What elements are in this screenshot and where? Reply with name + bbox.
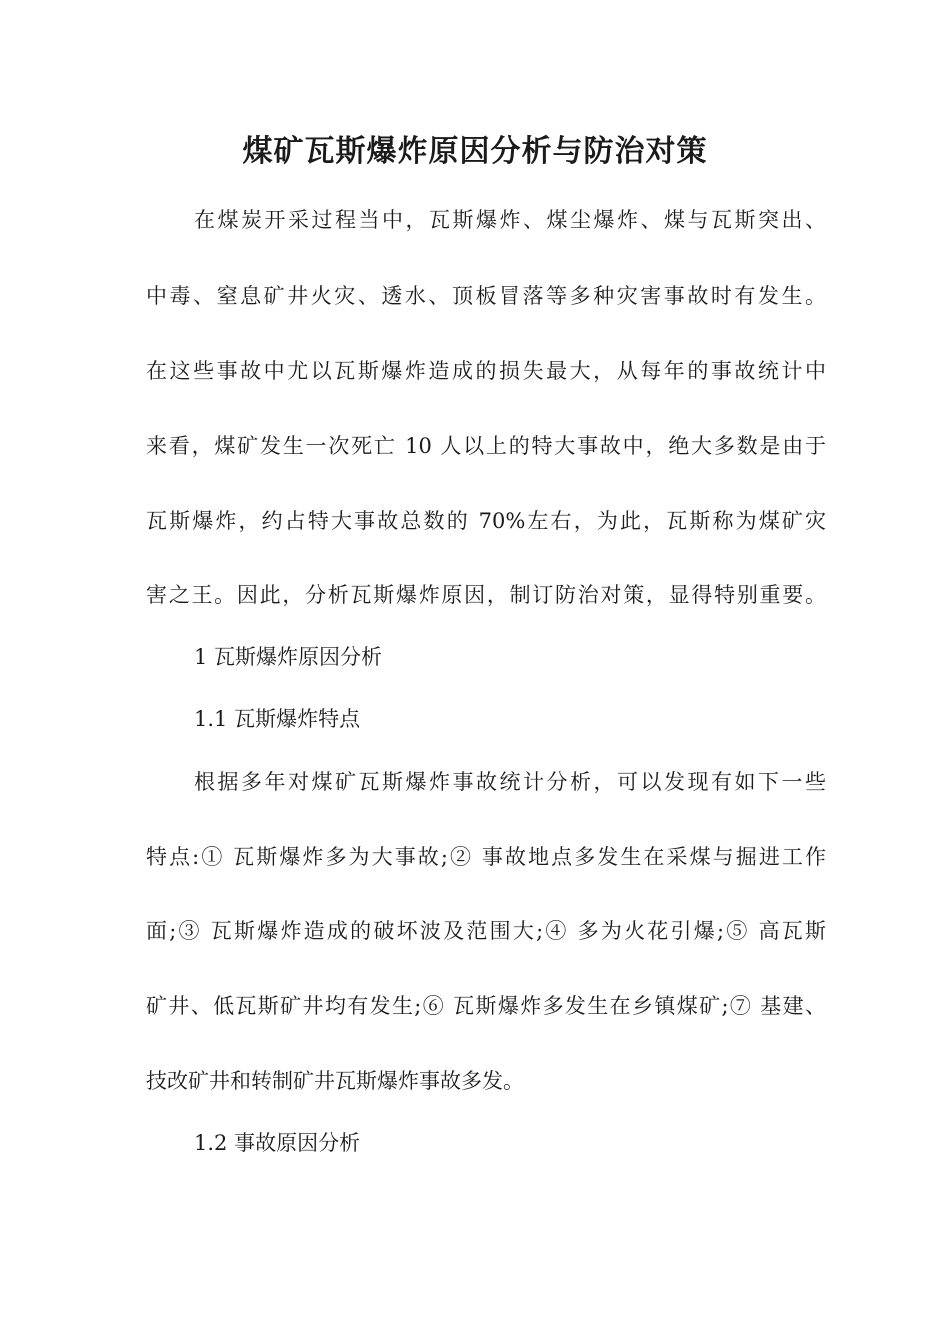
features-line-1: 根据多年对煤矿瓦斯爆炸事故统计分析，可以发现有如下一些 — [194, 770, 826, 794]
document-title: 煤矿瓦斯爆炸原因分析与防治对策 — [242, 134, 708, 169]
intro-line-3: 在这些事故中尤以瓦斯爆炸造成的损失最大，从每年的事故统计中 — [146, 359, 826, 383]
intro-line-4: 来看，煤矿发生一次死亡 10 人以上的特大事故中，绝大多数是由于 — [146, 434, 826, 458]
intro-line-2: 中毒、窒息矿井火灾、透水、顶板冒落等多种灾害事故时有发生。 — [146, 284, 826, 308]
features-line-3: 面;③ 瓦斯爆炸造成的破坏波及范围大;④ 多为火花引爆;⑤ 高瓦斯 — [146, 919, 826, 943]
intro-line-5: 瓦斯爆炸，约占特大事故总数的 70%左右，为此，瓦斯称为煤矿灾 — [146, 509, 826, 533]
section-heading-1-1: 1.1 瓦斯爆炸特点 — [194, 707, 361, 731]
intro-line-1: 在煤炭开采过程当中，瓦斯爆炸、煤尘爆炸、煤与瓦斯突出、 — [194, 208, 826, 232]
intro-line-6: 害之王。因此，分析瓦斯爆炸原因，制订防治对策，显得特别重要。 — [146, 583, 826, 607]
features-line-2: 特点:① 瓦斯爆炸多为大事故;② 事故地点多发生在采煤与掘进工作 — [146, 845, 826, 869]
section-heading-1: 1 瓦斯爆炸原因分析 — [194, 645, 383, 669]
features-line-4: 矿井、低瓦斯矿井均有发生;⑥ 瓦斯爆炸多发生在乡镇煤矿;⑦ 基建、 — [146, 994, 826, 1018]
section-heading-1-2: 1.2 事故原因分析 — [194, 1131, 361, 1155]
features-line-5: 技改矿井和转制矿井瓦斯爆炸事故多发。 — [146, 1069, 524, 1093]
